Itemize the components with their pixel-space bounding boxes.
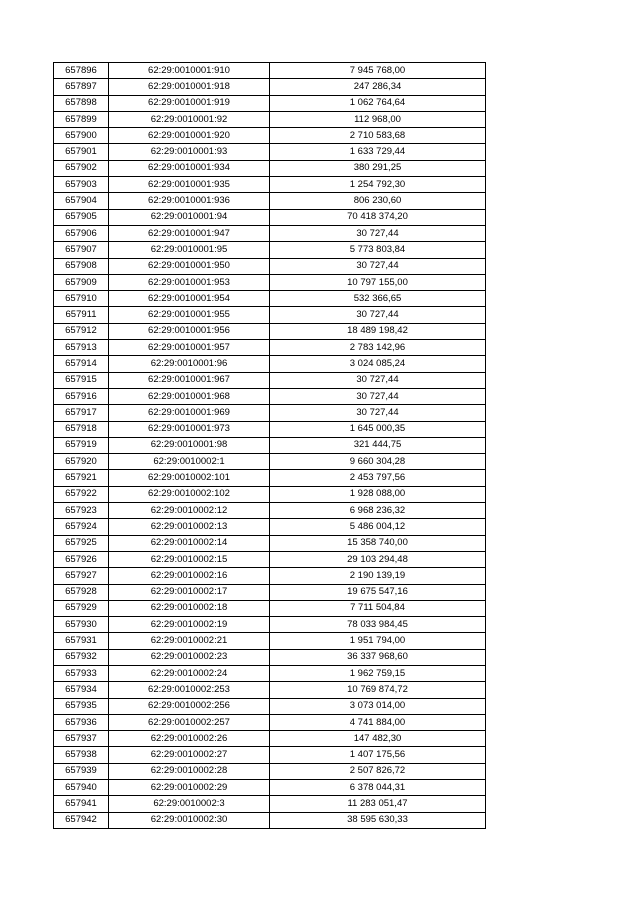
table-row [54, 535, 486, 551]
cadastral-number-cell: 62:29:0010001:92 [109, 111, 270, 127]
row-number-cell: 657942 [54, 812, 109, 828]
table-row [54, 437, 486, 453]
cadastral-value-cell: 1 645 000,35 [270, 421, 486, 437]
table-row [54, 649, 486, 665]
table-row [54, 209, 486, 225]
cadastral-value-cell: 6 378 044,31 [270, 780, 486, 796]
cadastral-value-cell: 2 710 583,68 [270, 128, 486, 144]
table-row [54, 356, 486, 372]
row-number-cell: 657924 [54, 519, 109, 535]
cadastral-number-cell: 62:29:0010001:968 [109, 388, 270, 404]
table-row [54, 665, 486, 681]
row-number-cell: 657927 [54, 568, 109, 584]
row-number-cell: 657915 [54, 372, 109, 388]
cadastral-value-cell: 3 073 014,00 [270, 698, 486, 714]
cadastral-number-cell: 62:29:0010001:956 [109, 323, 270, 339]
cadastral-value-cell: 29 103 294,48 [270, 551, 486, 567]
row-number-cell: 657928 [54, 584, 109, 600]
cadastral-value-cell: 4 741 884,00 [270, 714, 486, 730]
row-number-cell: 657929 [54, 600, 109, 616]
cadastral-number-cell: 62:29:0010001:919 [109, 95, 270, 111]
table-row [54, 454, 486, 470]
cadastral-value-cell: 9 660 304,28 [270, 454, 486, 470]
table-row [54, 682, 486, 698]
cadastral-value-cell: 7 945 768,00 [270, 63, 486, 79]
cadastral-value-cell: 1 062 764,64 [270, 95, 486, 111]
cadastral-value-cell: 247 286,34 [270, 79, 486, 95]
table-row [54, 95, 486, 111]
cadastral-number-cell: 62:29:0010002:14 [109, 535, 270, 551]
table-row [54, 388, 486, 404]
cadastral-value-cell: 1 407 175,56 [270, 747, 486, 763]
cadastral-value-cell: 5 773 803,84 [270, 242, 486, 258]
cadastral-value-cell: 11 283 051,47 [270, 796, 486, 812]
cadastral-value-cell: 10 769 874,72 [270, 682, 486, 698]
cadastral-number-cell: 62:29:0010001:957 [109, 340, 270, 356]
cadastral-value-cell: 6 968 236,32 [270, 503, 486, 519]
cadastral-value-cell: 18 489 198,42 [270, 323, 486, 339]
cadastral-number-cell: 62:29:0010001:954 [109, 291, 270, 307]
table-row [54, 568, 486, 584]
table-row [54, 177, 486, 193]
cadastral-number-cell: 62:29:0010002:257 [109, 714, 270, 730]
cadastral-number-cell: 62:29:0010001:93 [109, 144, 270, 160]
cadastral-number-cell: 62:29:0010001:918 [109, 79, 270, 95]
row-number-cell: 657935 [54, 698, 109, 714]
row-number-cell: 657939 [54, 763, 109, 779]
cadastral-number-cell: 62:29:0010002:27 [109, 747, 270, 763]
cadastral-number-cell: 62:29:0010002:1 [109, 454, 270, 470]
row-number-cell: 657905 [54, 209, 109, 225]
row-number-cell: 657913 [54, 340, 109, 356]
table-row [54, 225, 486, 241]
cadastral-number-cell: 62:29:0010002:12 [109, 503, 270, 519]
table-body [54, 63, 486, 829]
table-row [54, 780, 486, 796]
row-number-cell: 657899 [54, 111, 109, 127]
row-number-cell: 657926 [54, 551, 109, 567]
table-row [54, 470, 486, 486]
row-number-cell: 657940 [54, 780, 109, 796]
table-row [54, 274, 486, 290]
cadastral-value-cell: 1 928 088,00 [270, 486, 486, 502]
table-row [54, 763, 486, 779]
cadastral-value-cell: 30 727,44 [270, 388, 486, 404]
table-row [54, 633, 486, 649]
row-number-cell: 657917 [54, 405, 109, 421]
cadastral-value-cell: 147 482,30 [270, 731, 486, 747]
cadastral-value-cell: 30 727,44 [270, 258, 486, 274]
table-row [54, 519, 486, 535]
table-row [54, 340, 486, 356]
row-number-cell: 657900 [54, 128, 109, 144]
cadastral-number-cell: 62:29:0010002:29 [109, 780, 270, 796]
row-number-cell: 657941 [54, 796, 109, 812]
row-number-cell: 657906 [54, 225, 109, 241]
cadastral-number-cell: 62:29:0010001:973 [109, 421, 270, 437]
cadastral-value-cell: 1 254 792,30 [270, 177, 486, 193]
cadastral-number-cell: 62:29:0010001:969 [109, 405, 270, 421]
table-row [54, 323, 486, 339]
cadastral-value-cell: 2 453 797,56 [270, 470, 486, 486]
cadastral-number-cell: 62:29:0010002:21 [109, 633, 270, 649]
cadastral-value-cell: 70 418 374,20 [270, 209, 486, 225]
row-number-cell: 657908 [54, 258, 109, 274]
row-number-cell: 657934 [54, 682, 109, 698]
cadastral-number-cell: 62:29:0010002:30 [109, 812, 270, 828]
table-row [54, 812, 486, 828]
cadastral-value-cell: 2 190 139,19 [270, 568, 486, 584]
row-number-cell: 657898 [54, 95, 109, 111]
table-row [54, 258, 486, 274]
cadastral-number-cell: 62:29:0010001:920 [109, 128, 270, 144]
cadastral-number-cell: 62:29:0010001:967 [109, 372, 270, 388]
cadastral-number-cell: 62:29:0010001:96 [109, 356, 270, 372]
cadastral-number-cell: 62:29:0010002:18 [109, 600, 270, 616]
cadastral-number-cell: 62:29:0010002:256 [109, 698, 270, 714]
cadastral-value-table [53, 62, 486, 829]
cadastral-value-cell: 10 797 155,00 [270, 274, 486, 290]
row-number-cell: 657922 [54, 486, 109, 502]
cadastral-value-cell: 532 366,65 [270, 291, 486, 307]
table-row [54, 242, 486, 258]
cadastral-value-cell: 112 968,00 [270, 111, 486, 127]
table-row [54, 551, 486, 567]
cadastral-number-cell: 62:29:0010002:19 [109, 617, 270, 633]
cadastral-number-cell: 62:29:0010002:102 [109, 486, 270, 502]
row-number-cell: 657923 [54, 503, 109, 519]
cadastral-number-cell: 62:29:0010001:94 [109, 209, 270, 225]
table-row [54, 193, 486, 209]
row-number-cell: 657920 [54, 454, 109, 470]
table-row [54, 600, 486, 616]
cadastral-number-cell: 62:29:0010002:15 [109, 551, 270, 567]
cadastral-value-cell: 806 230,60 [270, 193, 486, 209]
row-number-cell: 657936 [54, 714, 109, 730]
row-number-cell: 657912 [54, 323, 109, 339]
row-number-cell: 657896 [54, 63, 109, 79]
cadastral-value-cell: 30 727,44 [270, 225, 486, 241]
table-row [54, 63, 486, 79]
cadastral-number-cell: 62:29:0010002:28 [109, 763, 270, 779]
cadastral-value-cell: 1 951 794,00 [270, 633, 486, 649]
table-row [54, 796, 486, 812]
cadastral-value-cell: 7 711 504,84 [270, 600, 486, 616]
table-row [54, 714, 486, 730]
cadastral-value-cell: 78 033 984,45 [270, 617, 486, 633]
cadastral-value-cell: 380 291,25 [270, 160, 486, 176]
table-row [54, 79, 486, 95]
cadastral-number-cell: 62:29:0010001:947 [109, 225, 270, 241]
table-row [54, 731, 486, 747]
cadastral-number-cell: 62:29:0010001:936 [109, 193, 270, 209]
table-row [54, 747, 486, 763]
row-number-cell: 657914 [54, 356, 109, 372]
table-row [54, 372, 486, 388]
cadastral-number-cell: 62:29:0010002:13 [109, 519, 270, 535]
table-row [54, 421, 486, 437]
table-row [54, 307, 486, 323]
cadastral-value-cell: 1 633 729,44 [270, 144, 486, 160]
cadastral-number-cell: 62:29:0010002:253 [109, 682, 270, 698]
cadastral-value-cell: 19 675 547,16 [270, 584, 486, 600]
cadastral-value-cell: 30 727,44 [270, 372, 486, 388]
row-number-cell: 657921 [54, 470, 109, 486]
row-number-cell: 657918 [54, 421, 109, 437]
row-number-cell: 657931 [54, 633, 109, 649]
cadastral-value-cell: 3 024 085,24 [270, 356, 486, 372]
row-number-cell: 657902 [54, 160, 109, 176]
cadastral-number-cell: 62:29:0010001:910 [109, 63, 270, 79]
cadastral-number-cell: 62:29:0010002:26 [109, 731, 270, 747]
table-row [54, 144, 486, 160]
table-row [54, 698, 486, 714]
row-number-cell: 657932 [54, 649, 109, 665]
cadastral-number-cell: 62:29:0010002:16 [109, 568, 270, 584]
cadastral-number-cell: 62:29:0010001:98 [109, 437, 270, 453]
row-number-cell: 657930 [54, 617, 109, 633]
row-number-cell: 657938 [54, 747, 109, 763]
cadastral-value-cell: 2 507 826,72 [270, 763, 486, 779]
cadastral-number-cell: 62:29:0010002:23 [109, 649, 270, 665]
cadastral-number-cell: 62:29:0010001:950 [109, 258, 270, 274]
cadastral-number-cell: 62:29:0010002:101 [109, 470, 270, 486]
table-row [54, 503, 486, 519]
cadastral-number-cell: 62:29:0010001:95 [109, 242, 270, 258]
row-number-cell: 657907 [54, 242, 109, 258]
table-row [54, 486, 486, 502]
row-number-cell: 657909 [54, 274, 109, 290]
cadastral-value-cell: 15 358 740,00 [270, 535, 486, 551]
table-row [54, 111, 486, 127]
cadastral-number-cell: 62:29:0010002:24 [109, 665, 270, 681]
table-row [54, 584, 486, 600]
row-number-cell: 657937 [54, 731, 109, 747]
cadastral-number-cell: 62:29:0010001:955 [109, 307, 270, 323]
row-number-cell: 657925 [54, 535, 109, 551]
row-number-cell: 657897 [54, 79, 109, 95]
cadastral-number-cell: 62:29:0010001:935 [109, 177, 270, 193]
row-number-cell: 657911 [54, 307, 109, 323]
table-row [54, 291, 486, 307]
row-number-cell: 657901 [54, 144, 109, 160]
row-number-cell: 657933 [54, 665, 109, 681]
cadastral-value-cell: 1 962 759,15 [270, 665, 486, 681]
table-row [54, 128, 486, 144]
cadastral-value-cell: 36 337 968,60 [270, 649, 486, 665]
row-number-cell: 657919 [54, 437, 109, 453]
table-row [54, 617, 486, 633]
cadastral-value-cell: 30 727,44 [270, 307, 486, 323]
cadastral-number-cell: 62:29:0010001:953 [109, 274, 270, 290]
cadastral-number-cell: 62:29:0010001:934 [109, 160, 270, 176]
row-number-cell: 657910 [54, 291, 109, 307]
row-number-cell: 657903 [54, 177, 109, 193]
cadastral-number-cell: 62:29:0010002:17 [109, 584, 270, 600]
table-row [54, 405, 486, 421]
row-number-cell: 657904 [54, 193, 109, 209]
cadastral-number-cell: 62:29:0010002:3 [109, 796, 270, 812]
cadastral-value-cell: 321 444,75 [270, 437, 486, 453]
cadastral-value-cell: 2 783 142,96 [270, 340, 486, 356]
table-row [54, 160, 486, 176]
row-number-cell: 657916 [54, 388, 109, 404]
cadastral-value-cell: 38 595 630,33 [270, 812, 486, 828]
cadastral-value-cell: 30 727,44 [270, 405, 486, 421]
cadastral-value-cell: 5 486 004,12 [270, 519, 486, 535]
